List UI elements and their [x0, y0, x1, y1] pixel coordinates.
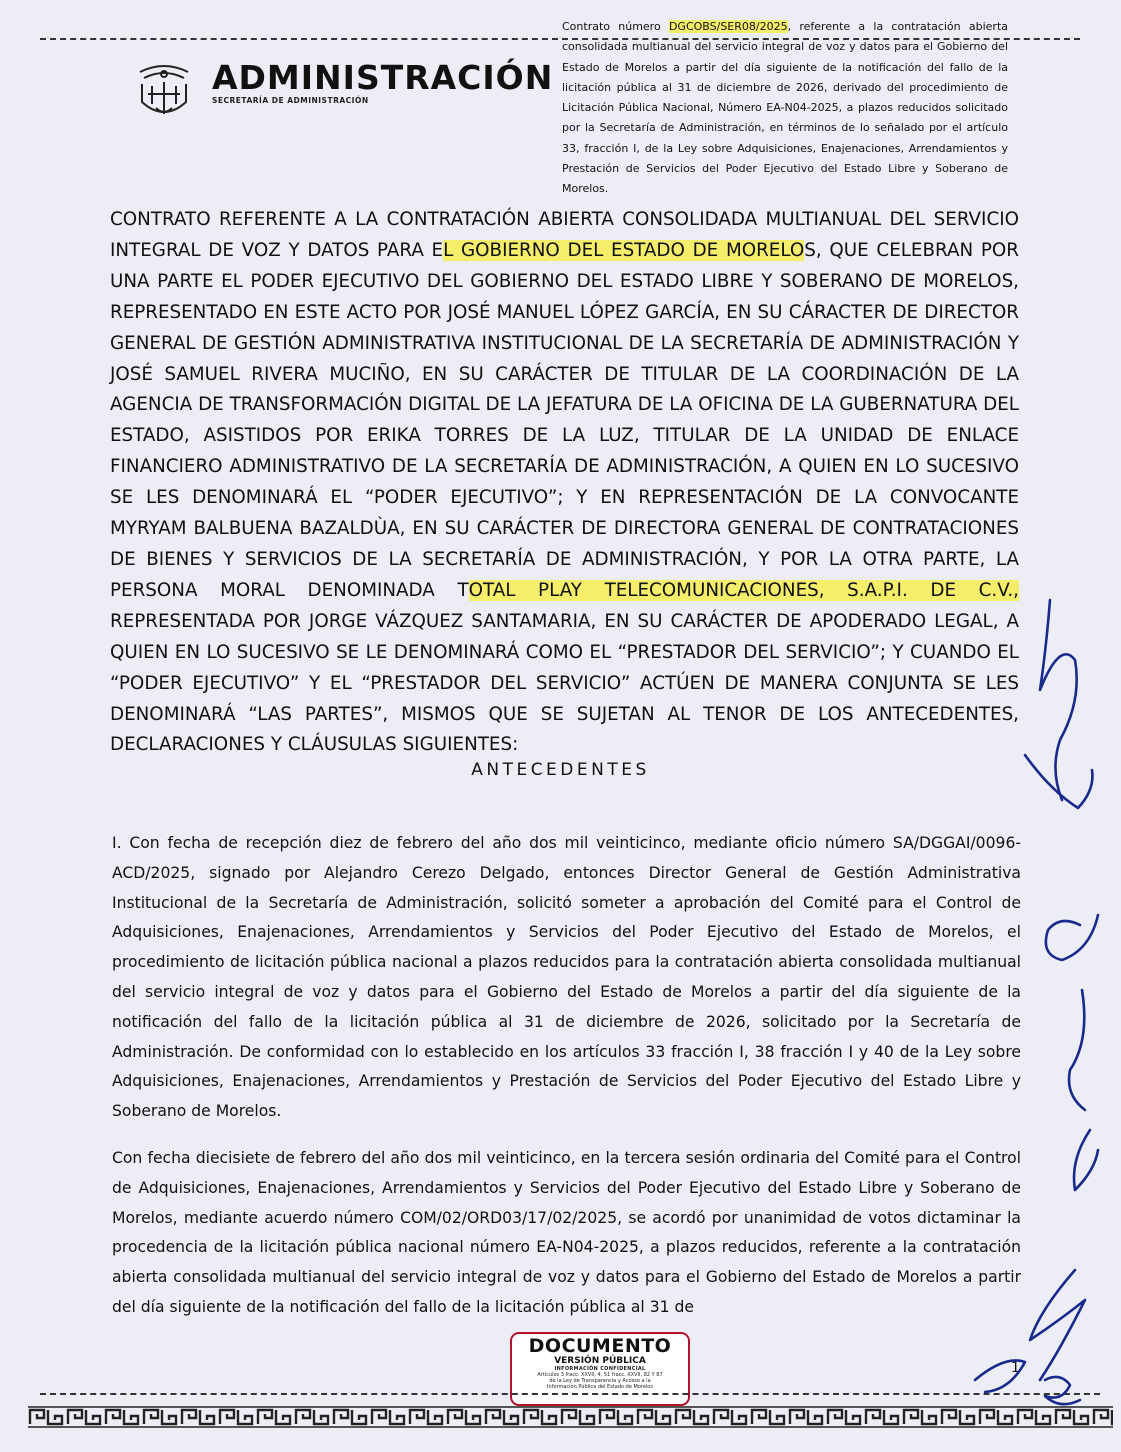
stamp-main-text: DOCUMENTO [528, 1335, 672, 1357]
paragraph-antecedent-1: I. Con fecha de recepción diez de febrero del año dos mil veinticinco, mediante oficio número SA/DGGAI/0096-ACD/2025, signado por Alejandro Cerezo Delgado, entonces Director General de Gestión Administrativa Institucional de la Secretaría de Administración, solicitó someter a aprobación del Comité para el Control de Adquisiciones, Enajenaciones, Arrendamientos y Servicios del Poder Ejecutivo del Estado de Morelos, el procedimiento de licitación pública nacional a plazos reducidos para la contratación abierta consolidada multianual del servicio integral de voz y datos para el Gobierno del Estado de Morelos a partir del día siguiente de la notificación del fallo de la licitación pública al 31 de diciembre de 2026, solicitado por la Secretaría de Administración. De conformidad con lo establecido en los artículos 33 fracción I, 38 fracción I y 40 de la Ley sobre Adquisiciones, Enajenaciones, Arrendamientos y Prestación de Servicios del Poder Ejecutivo del Estado Libre y Soberano de Morelos. [112, 834, 1021, 1121]
reference-rest: , referente a la contratación abierta consolidada multianual del servicio integral de voz y datos para el Gobierno del Estado de Morelos a partir del día siguiente de la notificación del fallo de la licitación pública al 31 de diciembre de 2026, derivado del procedimiento de Licitación Pública Nacional, Número EA-N04-2025, a plazos reducidos solicitado por la Secretaría de Administración, en términos de lo señalado por el artículo 33, fracción I, de la Ley sobre Adquisiciones, Enajenaciones, Arrendamientos y Prestación de Servicios del Poder Ejecutivo del Estado Libre y Soberano de Morelos. [562, 20, 1008, 196]
title-part-1: CONTRATO REFERENTE A LA CONTRATACIÓN ABIERTA CONSOLIDADA MULTIANUAL DEL SERVICIO INTEGRAL DE VOZ Y DATOS PARA E [110, 209, 1019, 261]
stamp-confidential-text: INFORMACIÓN CONFIDENCIAL [554, 1366, 646, 1372]
decorative-border-band [28, 1404, 1113, 1430]
stamp-sub-text: VERSIÓN PÚBLICA [554, 1356, 646, 1366]
contract-number-highlight: DGCOBS/SER08/2025 [668, 20, 788, 33]
stamp-fine-text-1: Artículos 3 fracc. XXVII, 4, 51 fracc. XXVII, 82 Y 87 [537, 1372, 663, 1378]
paragraph-antecedent-2: Con fecha diecisiete de febrero del año dos mil veinticinco, en la tercera sesión ordinaria del Comité para el Control de Adquisiciones, Enajenaciones, Arrendamientos y Servicios del Poder Ejecutivo del Estado Libre y Soberano de Morelos, mediante acuerdo número COM/02/ORD03/17/02/2025, se acordó por unanimidad de votos dictaminar la procedencia de la licitación pública nacional número EA-N04-2025, a plazos reducidos, referente a la contratación abierta consolidada multianual del servicio integral de voz y datos para el Gobierno del Estado de Morelos a partir del día siguiente de la notificación del fallo de la licitación pública al 31 de [112, 1149, 1021, 1316]
bottom-divider [40, 1393, 1100, 1395]
page-number: 1 [1011, 1360, 1020, 1376]
state-coat-of-arms-icon [134, 58, 194, 124]
brand-block [212, 60, 553, 105]
brand-subtitle: SECRETARÍA DE ADMINISTRACIÓN [212, 96, 369, 105]
contract-title [110, 205, 1019, 761]
brand-title: ADMINISTRACIÓN [212, 58, 554, 97]
title-part-2: S, QUE CELEBRAN POR UNA PARTE EL PODER EJECUTIVO DEL GOBIERNO DEL ESTADO LIBRE Y SOBERANO DE MORELOS, REPRESENTADO EN ESTE ACTO POR JOSÉ MANUEL LÓPEZ GARCÍA, EN SU CÁRACTER DE DIRECTOR GENERAL DE GESTIÓN ADMINISTRATIVA INSTITUCIONAL DE LA SECRETARÍA DE ADMINISTRACIÓN Y JOSÉ SAMUEL RIVERA MUCIÑO, EN SU CARÁCTER DE TITULAR DE LA COORDINACIÓN DE LA AGENCIA DE TRANSFORMACIÓN DIGITAL DE LA JEFATURA DE LA OFICINA DE LA GUBERNATURA DEL ESTADO, ASISTIDOS POR ERIKA TORRES DE LA LUZ, TITULAR DE LA UNIDAD DE ENLACE FINANCIERO ADMINISTRATIVO DE LA SECRETARÍA DE ADMINISTRACIÓN, A QUIEN EN LO SUCESIVO SE LES DENOMINARÁ EL “PODER EJECUTIVO”; Y EN REPRESENTACIÓN DE LA CONVOCANTE MYRYAM BALBUENA BAZALDÙA, EN SU CARÁCTER DE DIRECTORA GENERAL DE CONTRATACIONES DE BIENES Y SERVICIOS DE LA SECRETARÍA DE ADMINISTRACIÓN, Y POR LA OTRA PARTE, LA PERSONA MORAL DENOMINADA T [110, 239, 1019, 601]
title-highlight-provider: OTAL PLAY TELECOMUNICACIONES, S.A.P.I. DE C.V., [468, 579, 1019, 601]
reference-prefix: Contrato número [562, 20, 669, 33]
stamp-fine-text-2: de la Ley de Transparencia y Acceso a la [549, 1378, 651, 1384]
section-heading: ANTECEDENTES [471, 760, 650, 780]
contract-reference [562, 17, 1008, 200]
stamp-fine-text-3: Información Pública del Estado de Morelos [547, 1384, 653, 1390]
title-part-3: REPRESENTADA POR JORGE VÁZQUEZ SANTAMARIA, EN SU CARÁCTER DE APODERADO LEGAL, A QUIEN EN LO SUCESIVO SE LE DENOMINARÁ COMO EL “PRESTADOR DEL SERVICIO”; Y CUANDO EL “PODER EJECUTIVO” Y EL “PRESTADOR DEL SERVICIO” ACTÚEN DE MANERA CONJUNTA SE LES DENOMINARÁ “LAS PARTES”, MISMOS QUE SE SUJETAN AL TENOR DE LOS ANTECEDENTES, DECLARACIONES Y CLÁUSULAS SIGUIENTES: [110, 610, 1019, 756]
title-highlight-government: L GOBIERNO DEL ESTADO DE MORELO [443, 239, 805, 261]
